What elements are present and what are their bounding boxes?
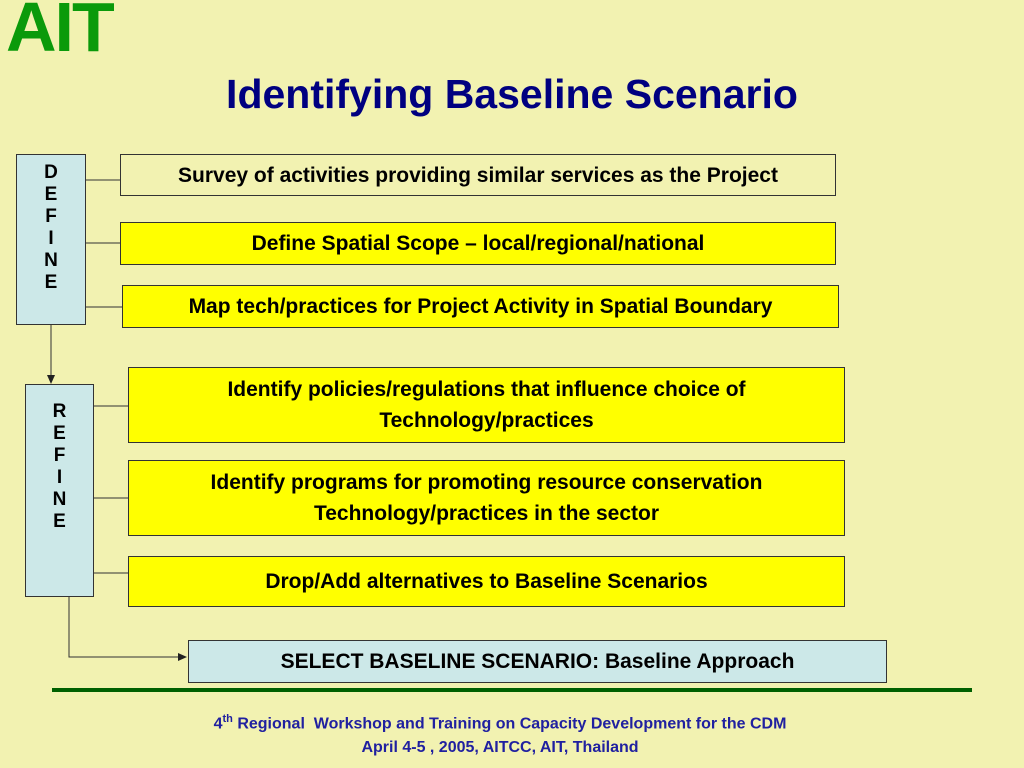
- footer: [0, 707, 1000, 760]
- define-letter: D: [44, 162, 58, 183]
- select-baseline-box: [188, 640, 887, 683]
- footer-divider: [52, 688, 972, 692]
- refine-step-text-line1: Identify programs for promoting resource conservation: [210, 471, 763, 494]
- define-label-box: [16, 154, 86, 325]
- refine-step-text-line2: Technology/practices: [379, 409, 594, 432]
- define-step-map-tech: [122, 285, 839, 328]
- define-step-survey: [120, 154, 836, 196]
- select-baseline-text: SELECT BASELINE SCENARIO: Baseline Approach: [280, 649, 795, 673]
- define-step-text: Define Spatial Scope – local/regional/national: [251, 232, 705, 255]
- footer-line2: April 4-5 , 2005, AITCC, AIT, Thailand: [361, 739, 639, 757]
- refine-step-text-line2: Technology/practices in the sector: [313, 502, 660, 525]
- define-step-text: Map tech/practices for Project Activity in Spatial Boundary: [188, 295, 773, 318]
- refine-step-policies: [128, 367, 845, 443]
- page-title: Identifying Baseline Scenario: [226, 71, 798, 117]
- footer-event-title: Regional Workshop and Training on Capacity Development for the CDM: [232, 715, 787, 733]
- define-letter: E: [44, 184, 58, 205]
- refine-step-text: Drop/Add alternatives to Baseline Scenarios: [265, 570, 708, 593]
- refine-letter: E: [53, 511, 66, 532]
- refine-letter: E: [53, 423, 66, 444]
- footer-line1: [0, 707, 1000, 736]
- define-letter: I: [48, 228, 54, 249]
- refine-letter: F: [53, 445, 66, 466]
- footer-ordinal-suffix: th: [222, 713, 233, 725]
- refine-step-text-line1: Identify policies/regulations that influence choice of: [227, 378, 746, 401]
- define-letter: E: [44, 272, 58, 293]
- define-step-text: Survey of activities providing similar services as the Project: [178, 163, 778, 187]
- define-letter: F: [45, 206, 57, 227]
- refine-step-programs: [128, 460, 845, 536]
- refine-step-alternatives: [128, 556, 845, 607]
- refine-letter: I: [56, 467, 63, 488]
- refine-letter: R: [52, 401, 67, 422]
- define-letter: N: [44, 250, 58, 271]
- ait-logo: AIT: [6, 0, 113, 66]
- refine-label-box: [25, 384, 94, 597]
- footer-ordinal-number: 4: [213, 715, 223, 733]
- define-step-spatial-scope: [120, 222, 836, 265]
- refine-letter: N: [52, 489, 67, 510]
